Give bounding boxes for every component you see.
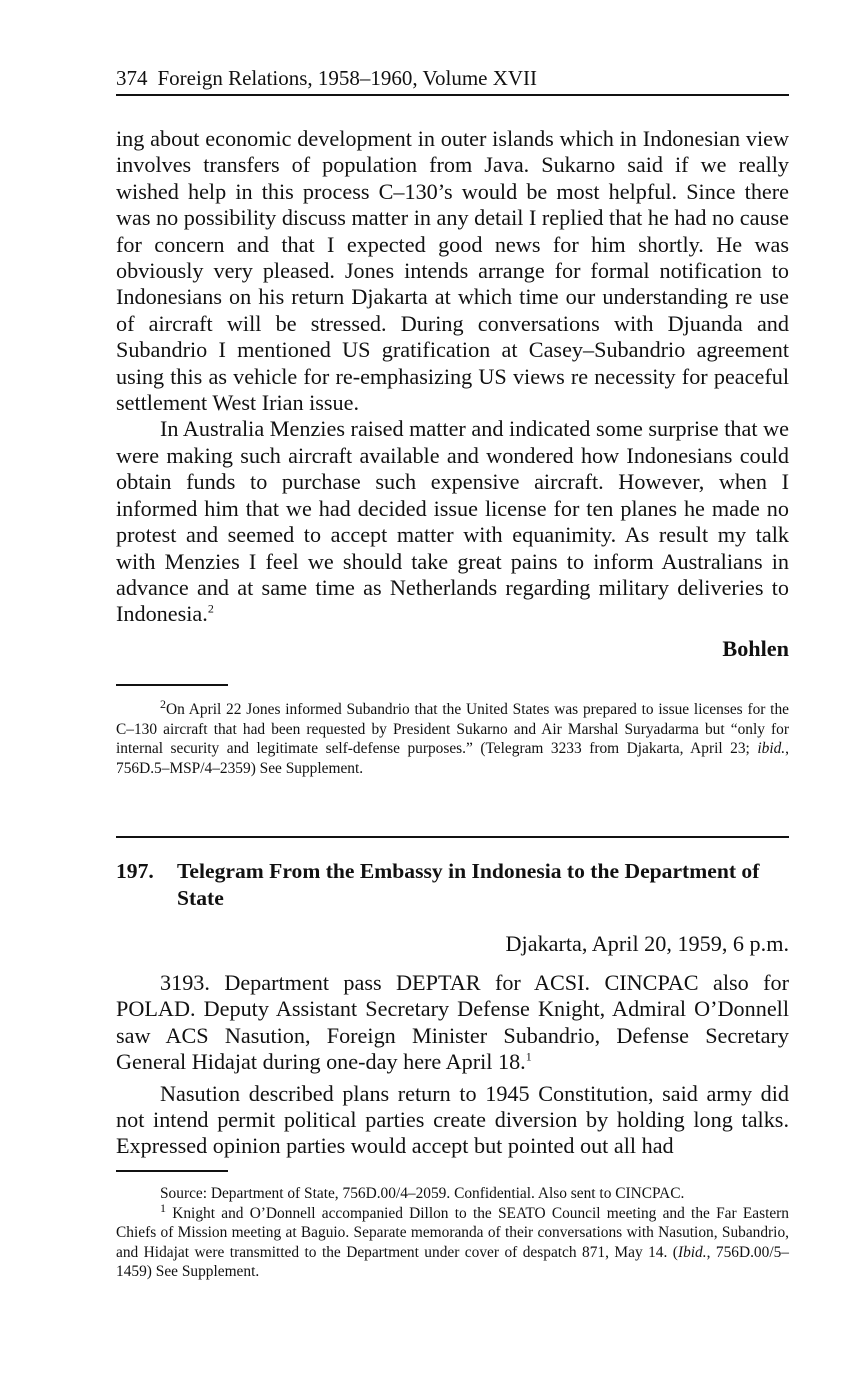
document-divider (116, 836, 789, 838)
footnote-rule (116, 684, 228, 686)
source-note: Source: Department of State, 756D.00/4–2059. Confidential. Also sent to CINCPAC. (160, 1185, 685, 1202)
telegram-paragraph-1: 3193. Department pass DEPTAR for ACSI. CINCPAC also for POLAD. Deputy Assistant Secretary Defense Knight, Admiral O’Donnell saw ACS Nasution, Foreign Minister Subandrio, Defense Secretary General Hidajat during one-day here April 18.$^1$ (116, 970, 789, 1075)
document-title: Telegram From the Embassy in Indonesia to the Department of State (177, 859, 760, 910)
footnote-ref-1: 1 (525, 1049, 532, 1064)
footnote-2: $^2$On April 22 Jones informed Subandrio that the United States was prepared to issue licenses for the C–130 aircraft that had been requested by President Sukarno and Air Marshal Suryadarma but “only for internal security and legitimate self-defense purposes.” (Telegram 3233 from Djakarta, April 23; ibid., 756D.5–MSP/4–2359) See Supplement. (116, 696, 789, 777)
menzies-paragraph: In Australia Menzies raised matter and indicated some surprise that we were making such aircraft available and wondered how Indonesians could obtain funds to purchase such expensive aircraft. However, when I informed him that we had decided issue license for ten planes he made no protest and seemed to accept matter with equanimity. As result my talk with Menzies I feel we should take great pains to inform Australians in advance and at same time as Netherlands regarding military deliveries to Indonesia.$^2$ (116, 416, 789, 627)
volume-title: Foreign Relations, 1958–1960, Volume XVII (157, 66, 538, 90)
telegram-paragraph-2: Nasution described plans return to 1945 Constitution, said army did not intend permit political parties create diversion by holding long talks. Expressed opinion parties would accept but pointed out all had (116, 1080, 789, 1159)
document-text (116, 970, 789, 1160)
signature: Bohlen (722, 635, 789, 661)
page-number: 374 (116, 66, 148, 90)
dateline: Djakarta, April 20, 1959, 6 p.m. (505, 931, 789, 956)
footnote-1: $^1$ Knight and O’Donnell accompanied Dillon to the SEATO Council meeting and the Far Eastern Chiefs of Mission meeting at Baguio. Separate memoranda of their conversations with Nasution, Subandrio, and Hidajat were transmitted to the Department under cover of despatch 871, May 14. (Ibid., 756D.00/5–1459) See Supplement. (116, 1200, 789, 1280)
document-heading (116, 858, 789, 912)
continuation-paragraph: ing about economic development in outer islands which in Indonesian view involves transfers of population from Java. Sukarno said if we really wished help in this process C–130’s would be most helpful. Since there was no possibility discuss matter in any detail I replied that he had no cause for concern and that I expected good news for him shortly. He was obviously very pleased. Jones intends arrange for formal notification to Indonesians on his return Djakarta at which time our understanding re use of aircraft will be stressed. During conversations with Djuanda and Subandrio I mentioned US gratification at Casey–Subandrio agreement using this as vehicle for re-emphasizing US views re necessity for peaceful settlement West Irian issue. (116, 126, 789, 416)
continuation-text (116, 126, 789, 662)
running-head (116, 64, 789, 96)
document-number: 197. (116, 859, 154, 883)
footnote-rule-2 (116, 1170, 228, 1172)
footnote-marker: 2 (160, 696, 166, 711)
footnote-ref-2: 2 (207, 601, 214, 616)
document-footnotes (116, 1184, 789, 1282)
